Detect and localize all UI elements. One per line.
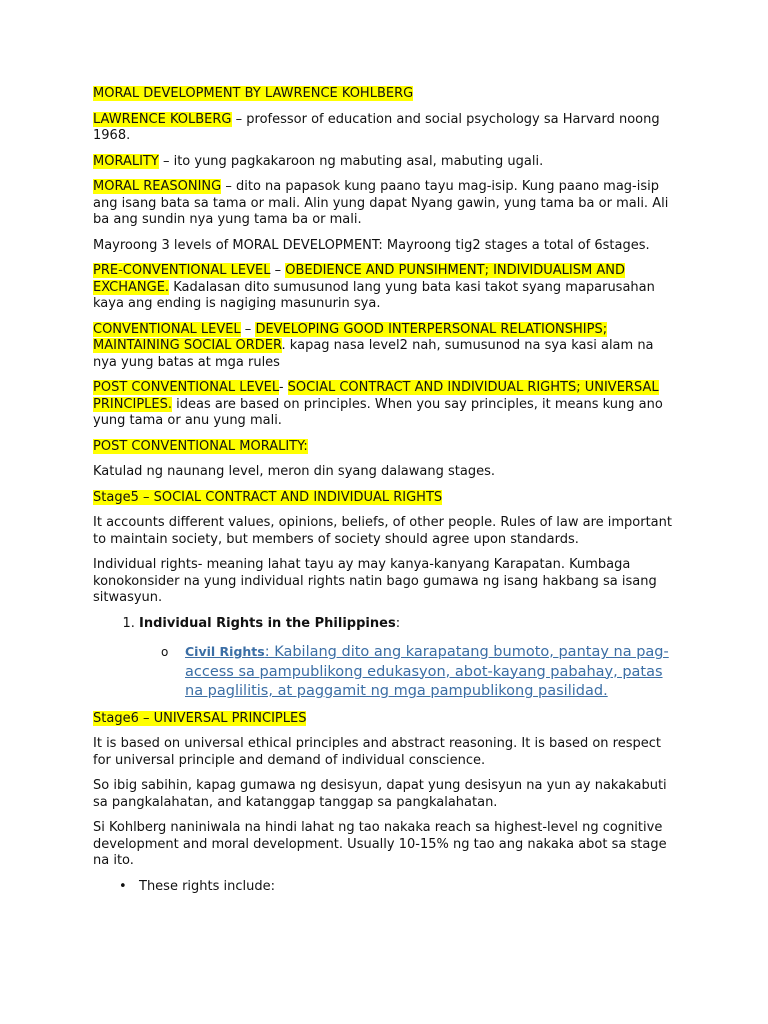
paragraph-individual-rights: Individual rights- meaning lahat tayu ay may kanya-kanyang Karapatan. Kumbaga konokonsider na yung individual rights natin bago gumawa ng isang hakbang sa isang sitwasyun. [93,557,657,605]
doc-title [93,86,672,103]
individual-rights-ph-heading: Individual Rights in the Philippines [139,615,396,631]
paragraph-ibig-sabihin: So ibig sabihin, kapag gumawa ng desisyun, dapat yung desisyun na yun ay nakakabuti sa pangkalahatan, and katanggap tanggap sa pangkalahatan. [93,778,667,810]
rights-include-text: These rights include: [139,878,276,894]
circle-bullet-icon: o [161,645,169,659]
post-conventional-stages: SOCIAL CONTRACT AND INDIVIDUAL RIGHTS; UNIVERSAL PRINCIPLES. [93,380,659,412]
conventional-text: . kapag nasa level2 nah, sumusunod na sya kasi alam na nya yung batas at mga rules [93,338,654,370]
conventional-sep: – [240,321,256,337]
post-conventional-text: ideas are based on principles. When you say principles, it means kung ano yung tama or anu yung mali. [93,396,663,428]
paragraph-moral-reasoning [93,179,672,229]
stage5-label: Stage5 – SOCIAL CONTRACT AND INDIVIDUAL RIGHTS [93,489,443,505]
pre-conventional-text: Kadalasan dito sumusunod lang yung bata kasi takot syang maparusahan kaya ang ending is nagiging masunurin sya. [93,279,655,311]
moral-reasoning-text: – dito na papasok kung paano tayu mag-isip. Kung paano mag-isip ang isang bata sa tama or mali. Alin yung dapat Nyang gawin, yung tama ba or mali. Ali ba ang sundin nya yung tama ba or mali. [93,179,669,227]
pre-conventional-label: PRE-CONVENTIONAL LEVEL [93,263,271,278]
paragraph-levels: Mayroong 3 levels of MORAL DEVELOPMENT: Mayroong tig2 stages a total of 6stages. [93,237,650,253]
list-item-individual-rights-ph [139,616,672,702]
doc-title-highlight: MORAL DEVELOPMENT BY LAWRENCE KOHLBERG [93,86,414,101]
pre-conventional-sep: – [270,263,286,278]
paragraph-kohlberg-belief: Si Kohlberg naniniwala na hindi lahat ng tao nakaka reach sa highest-level ng cognitive development and moral development. Usually 10-15% ng tao ang nakaka abot sa stage na ito. [93,820,667,868]
paragraph-conventional [93,322,672,372]
paragraph-post-conventional-morality [93,439,672,456]
bullet-dot-icon: • [119,878,127,894]
list-item-civil-rights [161,642,672,702]
numbered-list [93,616,672,702]
moral-reasoning-label: MORAL REASONING [93,179,222,194]
kolberg-label: LAWRENCE KOLBERG [93,111,232,127]
paragraph-universal-ethics: It is based on universal ethical principles and abstract reasoning. It is based on respect for universal principle and demand of individual conscience. [93,736,661,768]
paragraph-kolberg [93,112,672,145]
paragraph-stage5 [93,490,672,507]
individual-rights-ph-colon: : [395,615,401,631]
kolberg-text: – professor of education and social psychology sa Harvard noong 1968. [93,111,660,143]
stage6-label: Stage6 – UNIVERSAL PRINCIPLES [93,710,307,726]
paragraph-two-stages: Katulad ng naunang level, meron din syang dalawang stages. [93,464,495,479]
morality-label: MORALITY [93,153,159,169]
paragraph-values: It accounts different values, opinions, beliefs, of other people. Rules of law are important to maintain society, but members of society should agree upon standards. [93,515,672,547]
civil-rights-text[interactable]: : Kabilang dito ang karapatang bumoto, pantay na pag-access sa pampublikong edukasyon, abot-kayang pabahay, patas na paglilitis, at paggamit ng mga pampublikong pasilidad. [185,644,669,699]
morality-text: – ito yung pagkakaroon ng mabuting asal, mabuting ugali. [158,153,544,169]
list-item-rights-include [119,878,672,896]
paragraph-pre-conventional [93,263,672,313]
civil-rights-link[interactable]: Civil Rights [185,644,265,659]
sub-list [139,642,672,702]
bullet-list [93,879,672,896]
post-conventional-sep: - [278,380,288,395]
post-conventional-label: POST CONVENTIONAL LEVEL [93,380,279,395]
paragraph-morality [93,154,672,171]
conventional-stages: DEVELOPING GOOD INTERPERSONAL RELATIONSHIPS; MAINTAINING SOCIAL ORDER [93,321,608,353]
paragraph-post-conventional [93,380,672,430]
conventional-label: CONVENTIONAL LEVEL [93,321,241,337]
pre-conventional-stages: OBEDIENCE AND PUNSIHMENT; INDIVIDUALISM AND EXCHANGE. [93,263,625,295]
paragraph-stage6 [93,711,672,728]
post-conventional-morality-label: POST CONVENTIONAL MORALITY: [93,438,308,454]
